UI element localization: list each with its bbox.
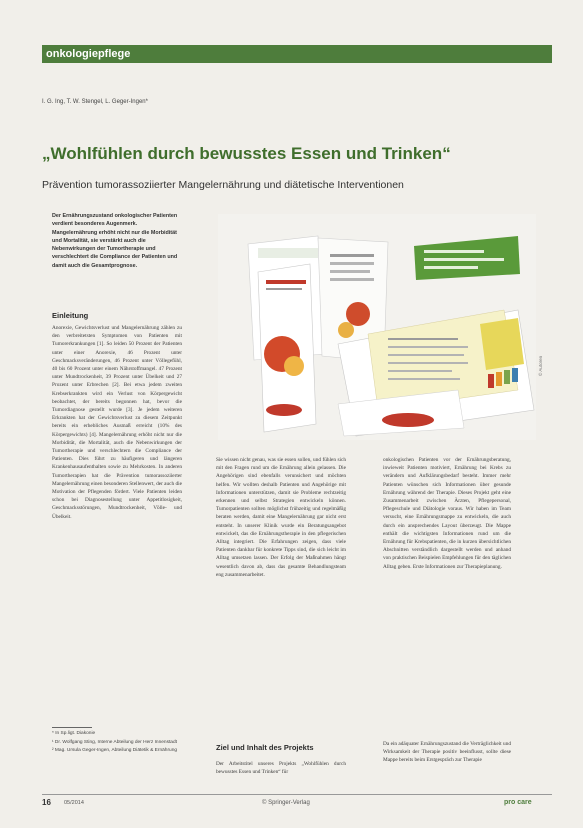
issue-label: 05/2014 [64,800,84,806]
body-column-3: onkologischen Patienten vor der Ernährungsberatung, inwieweit Patienten motiviert, Ernährung bei Krebs zu verändern und Aufklärungsbedarf besteht. Immer mehr Patienten wünschen sich Informationen über gesunde Ernährung während der Therapie. Dieses Projekt geht eine Zusammenarbeit zwischen Ärzten, Pflegepersonal, Pflegeschule und Diätologie voraus. Wir haben im Team versucht, eine Ernährungsmappe zu entwickeln, die auch durch ein ansprechendes Layout überzeugt. Die Mappe enthält die wichtigsten Informationen rund um die Ernährung für Krebspatienten, die in kurzen übersichtlichen Abschnitten verständlich dargestellt werden und anhand von praktischen Beispielen Empfehlungen für den täglichen Alltag geben. Erste Informationen zur Therapieplanung. [383,457,511,570]
brochure-illustration [218,214,536,440]
footnote: ¹ Dr. Wolfgang Sting, Interne Abteilung der Herz Innenstadt [52,739,177,745]
footnote: * In Sp.ligt. Diakonie [52,731,96,736]
body-column-2: Sie wissen nicht genau, was sie essen sollen, und fühlen sich mit den Fragen rund um die Ernährung allein gelassen. Die Angehörigen sind ebenfalls verunsichert und möchten helfen. Wir wollten deshalb Patienten und Angehörige mit Informationen unterstützen, damit sie Probleme rechtzeitig erkennen und selbst Strategien entwickeln können. Tumorpatienten sollten möglichst frühzeitig und regelmäßig beraten werden, damit eine Mangelernährung gar nicht erst entsteht. In unserer Klinik wurde ein Beratungsangebot entwickelt, das die Ernährungstherapie in den pflegerischen Alltag integriert. Die Erfahrungen zeigen, dass viele Patienten dankbar für konkrete Tipps sind, die sich leicht im Alltag umsetzen lassen. Der Erfolg der Maßnahmen hängt wesentlich davon ab, dass das gesamte Behandlungsteam eng zusammenarbeitet. [216,457,346,578]
page-number: 16 [42,798,51,807]
body-column-1: Anorexie, Gewichtsverlust und Mangelernährung zählen zu den verbreitetsten Symptomen von Patienten mit Tumorerkrankungen [1]. So leiden 50 Prozent der Patienten unter einer Anorexie, 46 Prozent unter Geschmacksveränderungen, 46 Prozent unter Völlegefühl, 40 bis 60 Prozent unter einem Nährstoffmangel. 47 Prozent unter Mundtrockenheit, 39 Prozent unter Übelkeit und 27 Prozent unter Erbrechen [2]. Bei etwa jedem zweiten Krebserkrankten wird ein Verlust von Körpergewicht beobachtet, der bereits begonnen hat, bevor die Tumordiagnose gestellt wurde [3]. Je jedem weiteren Erkrankten hat der Gewichtsverlust zu diesem Zeitpunkt bereits ein erhebliches Ausmaß erreicht (10% des Körpergewichts) [4]. Mangelernährung erhöht nicht nur die Morbidität, die Mortalität, auch die Nebenwirkungen der Tumortherapie und verschlechtern die Compliance der Patienten. Dies führt zu häufigeren und längeren Krankenhausaufenthalten sowie zu Mehrkosten. In anderen Tumortherapien hat die Prävention tumorassoziierter Mangelernährung einen besonderen Stellenwert, der auch die Motivation der Pflegenden fördert. Viele Patienten leiden schon bei Diagnosestellung unter Appetitlosigkeit, Geschmacksstörungen, Mundtrockenheit, Völle- und Übelkeit. [52,325,182,520]
lead-paragraph: Der Ernährungszustand onkologischer Patienten verdient besonderes Augenmerk. Mangelernährung erhöht nicht nur die Morbidität und Mortalität, sie verstärkt auch die Nebenwirkungen der Tumortherapie und verschlechtert die Compliance der Patienten und damit auch die Gesamtprognose. [52,213,178,269]
booklet-front [258,264,316,432]
body-column-3-bottom: Da ein adäquater Ernährungszustand die Verträglichkeit und Wirksamkeit der Therapie positiv beeinflusst, sollte diese Mappe bereits beim Erstgespräch zur Therapie [383,741,511,764]
authors-line: I. G. Ing, T. W. Stengel, L. Geger-Ingen* [42,99,148,105]
footnote-rule [52,727,92,728]
article-figure [218,214,536,440]
heading-intro: Einleitung [52,311,89,320]
heading-aim: Ziel und Inhalt des Projekts [216,743,314,752]
article-title: „Wohlfühlen durch bewusstes Essen und Trinken“ [42,144,451,163]
article-subtitle: Prävention tumorassoziierter Mangelernährung und diätetische Interventionen [42,179,404,191]
body-column-2-bottom: Der Arbeitstitel unseres Projekts „Wohlfühlen durch bewusstes Essen und Trinken“ für [216,761,346,776]
publisher-label: © Springer-Verlag [262,800,310,806]
footer-rule [42,794,552,795]
figure-credit: © Autoren [538,355,543,376]
section-label: onkologiepflege [46,48,131,60]
journal-name: pro care [504,799,532,806]
footnote: ² Mag. Ursula Geger-Ingen, Abteilung Diätetik & Ernährung [52,748,178,754]
footnotes [52,731,182,757]
